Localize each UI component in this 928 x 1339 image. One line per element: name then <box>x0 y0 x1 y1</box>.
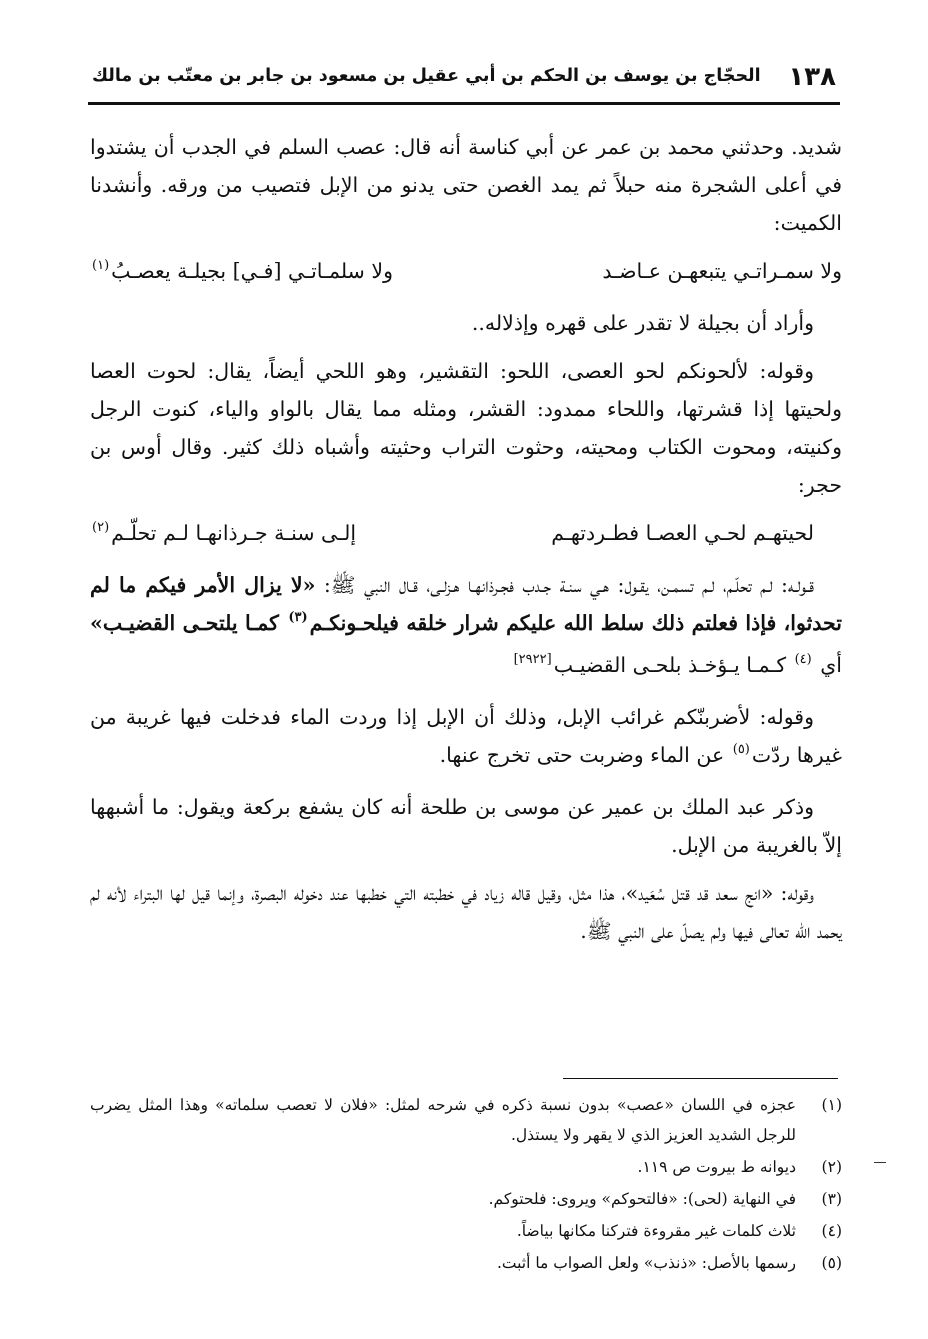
hadith-number: [٢٩٢٢] <box>513 652 552 667</box>
footnote-item <box>90 1216 842 1246</box>
footnote-number: (٣) <box>821 1190 842 1208</box>
page-header <box>88 58 840 105</box>
page-number: ١٣٨ <box>788 62 836 92</box>
footnote-text: عجزه في اللسان «عصب» بدون نسبة ذكره في شرحه لمثل: «فلان لا تعصب سلماته» وهذا المثل يضرب للرجل الشديد العزيز الذي لا يقهر ولا يستذل. <box>90 1096 796 1144</box>
verse-hemistich-first: ولا سمـراتـي يتبعهـن عـاضـد <box>602 259 842 283</box>
footnote-item <box>90 1090 842 1150</box>
paragraph-7: وقوله: «انج سعد قد قتل سُعَيد»، هذا مثل، وقيل قاله زياد في خطبته التي خطبها عند دخوله البصرة، وإنما قيل لها البتراء لأنه لم يحمد الله تعالى فيها ولم يصلّ على النبي ﷺ. <box>90 881 842 943</box>
paragraph-2: وأراد أن بجيلة لا تقدر على قهره وإذلاله.. <box>471 311 814 335</box>
footnote-text: في النهاية (لحى): «فالتحوكم» ويروى: فلحتوكم. <box>488 1190 796 1208</box>
footnote-divider <box>563 1078 838 1079</box>
paragraph-5: وقوله: لأضربنّكم غرائب الإبل، وذلك أن الإبل إذا وردت الماء فدخلت فيها غريبة من غيرها ردّت$^{(٥)}$ عن الماء وضربت حتى تخرج عنها. <box>90 705 842 767</box>
footnote-ref-1: (١) <box>92 258 110 273</box>
footnote-text: ديوانه ط بيروت ص ١١٩. <box>637 1158 796 1176</box>
paragraph-3: وقوله: لألحونكم لحو العصى، اللحو: التقشير، وهو اللحي أيضاً، يقال: لحوت العصا ولحيتها إذا قشرتها، واللحاء ممدود: القشر، ومثله مما يقال بالواو والياء، كنوت الرجل وكنيته، ومحوت الكتاب ومحيته، وحثوت التراب وحثيته وأشباه ذلك كثير. وقال أوس بن حجر: <box>90 359 842 497</box>
footnote-item <box>90 1248 842 1278</box>
paragraph-4: قـولـه: لـم تحلّـم، لـم تسمـن، يقـول: هـي سنـة جـدب فجـرذانهـا هـزلـى، قـال النبي ﷺ: «لا يزال الأمر فيكم ما لم تحدثوا، فإذا فعلتم ذلك سلط الله عليكم شرار خلقه فيلحـونكـم$^{(٣)}$ كمـا يلتحـى القضيـب» أي $^{(٤)}$ كـمـا يـؤخـذ بلحـى القضيـب[٢٩٢٢] <box>90 573 842 677</box>
footnote-number: (٤) <box>821 1222 842 1240</box>
footnote-number: (٢) <box>821 1158 842 1176</box>
footnote-ref-4: (٤) <box>794 652 812 667</box>
footnote-number: (٥) <box>821 1254 842 1272</box>
footnotes <box>90 1090 842 1280</box>
footnote-ref-3: (٣) <box>288 610 308 625</box>
footnote-item <box>90 1152 842 1182</box>
footnote-text: ثلاث كلمات غير مقروءة فتركنا مكانها بياضاً. <box>516 1222 796 1240</box>
verse-hemistich-second: إلـى سنـة جـرذانهـا لـم تحلّـم$^{(٢)}$ <box>92 520 357 545</box>
footnote-ref-2: (٢) <box>92 520 110 535</box>
margin-mark <box>874 1162 886 1163</box>
hadith-quote: «لا يزال الأمر فيكم ما لم تحدثوا، فإذا فعلتم ذلك سلط الله عليكم شرار خلقه فيلحـونكـم$^{(٣)}$ كمـا يلتحـى القضيـب» <box>90 573 842 635</box>
verse-hemistich-first: لحيتهـم لحـي العصـا فطـردتهـم <box>551 521 814 545</box>
verse-kumait <box>90 252 842 294</box>
verse-aws <box>90 514 842 556</box>
running-title: الحجّاج بن يوسف بن الحكم بن أبي عقيل بن مسعود بن جابر بن معتّب بن مالك <box>92 66 761 86</box>
verse-hemistich-second: ولا سلمـاتـي [فـي] بجيلـة يعصـبُ$^{(١)}$ <box>92 258 393 283</box>
paragraph-1: شديد. وحدثني محمد بن عمر عن أبي كناسة أنه قال: عصب السلم في الجدب أن يشتدوا في أعلى الشجرة منه حبلاً ثم يمد الغصن حتى يدنو من الإبل فتصيب من ورقه. وأنشدنا الكميت: <box>90 135 842 235</box>
footnote-item <box>90 1184 842 1214</box>
body-text <box>90 128 842 950</box>
footnote-ref-5: (٥) <box>732 742 750 757</box>
footnote-number: (١) <box>821 1096 842 1114</box>
paragraph-6: وذكر عبد الملك بن عمير عن موسى بن طلحة أنه كان يشفع بركعة ويقول: ما أشبهها إلاّ بالغريبة من الإبل. <box>90 795 842 857</box>
footnote-text: رسمها بالأصل: «ذنذب» ولعل الصواب ما أثبت. <box>496 1254 796 1272</box>
